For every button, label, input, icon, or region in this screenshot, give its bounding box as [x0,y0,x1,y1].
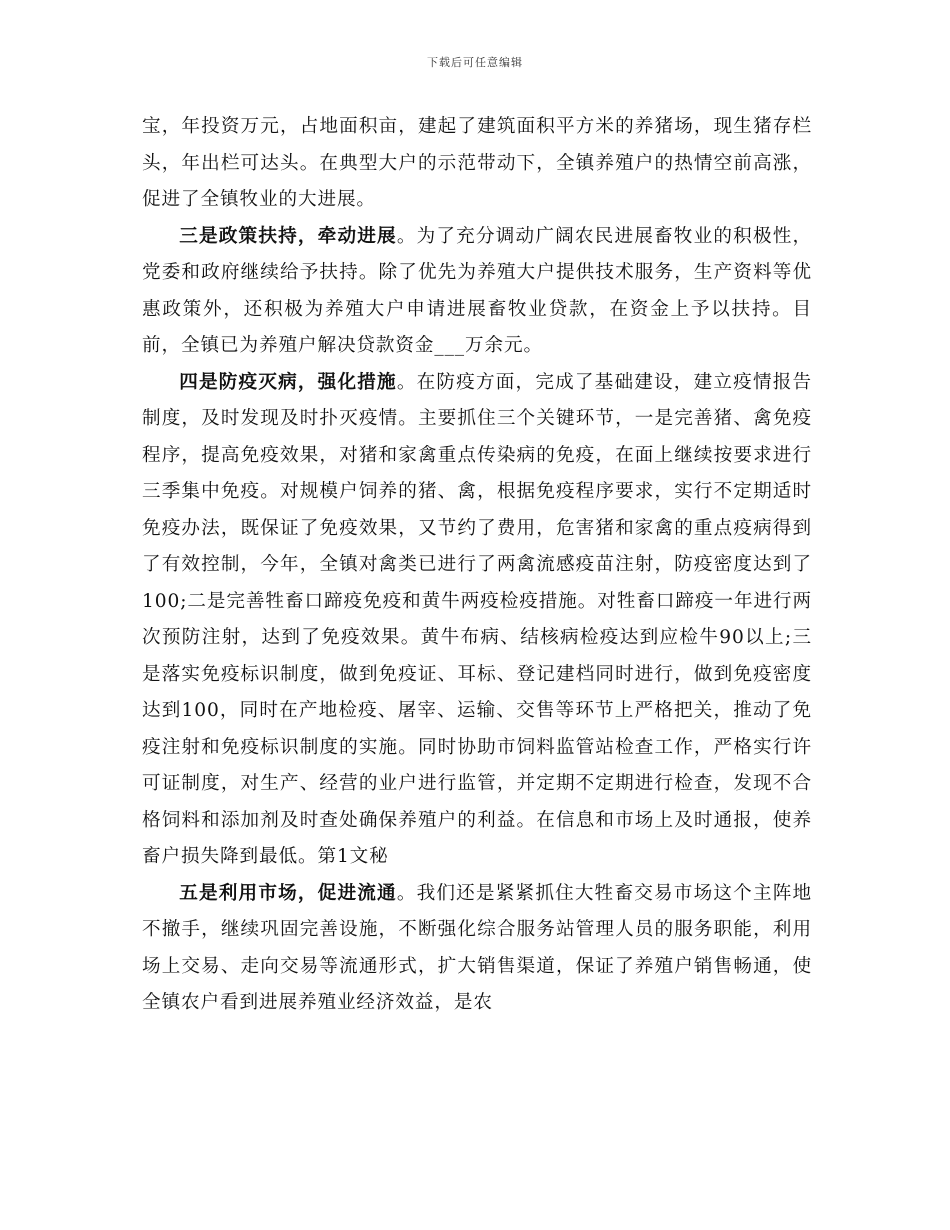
paragraph-1-text: 宝，年投资万元，占地面积亩，建起了建筑面积平方米的养猪场，现生猪存栏头，年出栏可达头。在典型大户的示范带动下，全镇养殖户的热情空前高涨，促进了全镇牧业的大进展。 [142,116,812,210]
paragraph-3-text: 。在防疫方面，完成了基础建设，建立疫情报告制度，及时发现及时扑灭疫情。主要抓住三个关键环节，一是完善猪、禽免疫程序，提高免疫效果，对猪和家禽重点传染病的免疫，在面上继续按要求进行三季集中免疫。对规模户饲养的猪、禽，根据免疫程序要求，实行不定期适时免疫办法，既保证了免疫效果，又节约了费用，危害猪和家禽的重点疫病得到了有效控制，今年，全镇对禽类已进行了两禽流感疫苗注射，防疫密度达到了100;二是完善牲畜口蹄疫免疫和黄牛两疫检疫措施。对牲畜口蹄疫一年进行两次预防注射，达到了免疫效果。黄牛布病、结核病检疫达到应检牛90以上;三是落实免疫标识制度，做到免疫证、耳标、登记建档同时进行，做到免疫密度达到100，同时在产地检疫、屠宰、运输、交售等环节上严格把关，推动了免疫注射和免疫标识制度的实施。同时协助市饲料监管站检查工作，严格实行许可证制度，对生产、经营的业户进行监管，并定期不定期进行检查，发现不合格饲料和添加剂及时查处确保养殖户的利益。在信息和市场上及时通报，使养畜户损失降到最低。第1文秘 [142,371,813,867]
paragraph-4-heading: 五是利用市场，促进流通 [179,882,397,904]
paragraph-2-heading: 三是政策扶持，牵动进展 [179,225,397,247]
paragraph-4 [142,876,812,1022]
page-header: 下载后可任意编辑 [427,56,523,69]
paragraph-1 [142,109,812,219]
paragraph-3 [142,365,812,876]
paragraph-2 [142,219,812,365]
paragraph-4-text: 。我们还是紧紧抓住大牲畜交易市场这个主阵地不撤手，继续巩固完善设施，不断强化综合服务站管理人员的服务职能，利用场上交易、走向交易等流通形式，扩大销售渠道，保证了养殖户销售畅通，使全镇农户看到进展养殖业经济效益，是农 [142,882,813,1013]
paragraph-2-text: 。为了充分调动广阔农民进展畜牧业的积极性，党委和政府继续给予扶持。除了优先为养殖大户提供技术服务，生产资料等优惠政策外，还积极为养殖大户申请进展畜牧业贷款，在资金上予以扶持。目前，全镇已为养殖户解决贷款资金___万余元。 [142,225,813,356]
document-body [142,109,812,1022]
paragraph-3-heading: 四是防疫灭病，强化措施 [179,371,397,393]
